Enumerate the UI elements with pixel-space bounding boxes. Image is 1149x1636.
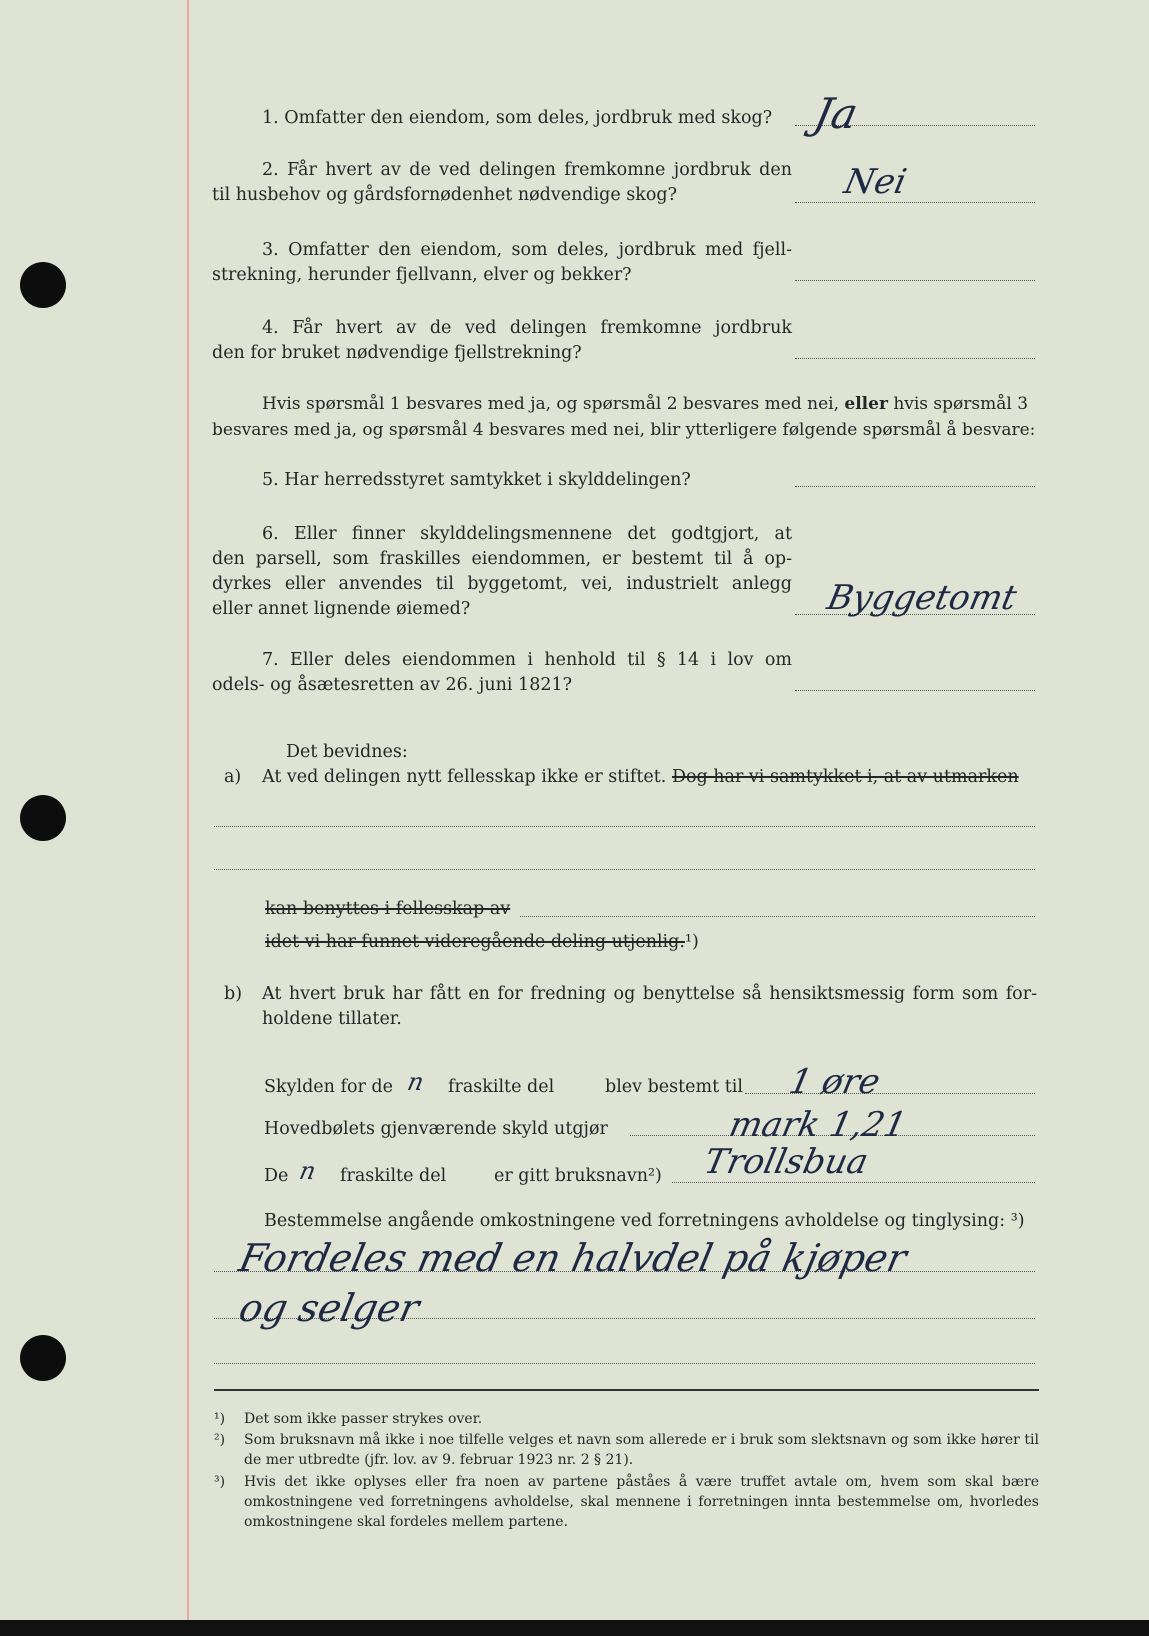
attest-b-label: b) <box>224 984 243 1004</box>
blank-line <box>214 826 1035 827</box>
de-label-b: fraskilte del <box>340 1166 447 1186</box>
question-2-line-2: til husbehov og gårdsfornødenhet nødvendige skog? <box>212 185 677 205</box>
attest-a-line: At ved delingen nytt fellesskap ikke er stiftet. Dog har vi samtykket i, at av utmarken <box>262 767 1019 787</box>
attest-a-label: a) <box>224 767 242 787</box>
de-handwritten-n: n <box>297 1157 319 1185</box>
margin-line <box>187 0 189 1620</box>
blank-line <box>520 916 1035 917</box>
skyld-handwritten-n: n <box>405 1068 427 1096</box>
question-7-line-1: 7. Eller deles eiendommen i henhold til § 14 i lov om <box>262 650 792 670</box>
punch-hole <box>20 1335 66 1381</box>
footnote-2-text: Som bruksnavn må ikke i noe tilfelle velges et navn som allerede er i bruk som slektsnavn og som ikke hører til de mer utbredte (jfr. lov. av 9. februar 1923 nr. 2 § 21). <box>244 1432 1039 1468</box>
question-3-line-2: strekning, herunder fjellvann, elver og bekker? <box>212 265 632 285</box>
question-3-line-1: 3. Omfatter den eiendom, som deles, jordbruk med fjell- <box>262 240 792 260</box>
footnote-rule <box>214 1389 1039 1391</box>
answer-line-7 <box>795 690 1035 691</box>
answer-2: Nei <box>840 162 911 202</box>
struck-line-3: kan benyttes i fellesskap av <box>265 899 511 919</box>
skyld-label-c: blev bestemt til <box>605 1077 743 1097</box>
de-label-c: er gitt bruksnavn²) <box>494 1166 662 1186</box>
condition-line-2: besvares med ja, og spørsmål 4 besvares med nei, blir ytterligere følgende spørsmål å besvare: <box>212 420 1036 440</box>
skyld-label-b: fraskilte del <box>448 1077 555 1097</box>
struck-line-4: idet vi har funnet videregående deling utjenlig.¹) <box>265 932 699 952</box>
skyld-value: 1 øre <box>785 1062 884 1102</box>
answer-line-5 <box>795 486 1035 487</box>
question-1: 1. Omfatter den eiendom, som deles, jordbruk med skog? <box>262 108 773 128</box>
attest-b-line-2: holdene tillater. <box>262 1009 402 1029</box>
bestemmelse-label: Bestemmelse angående omkostningene ved forretningens avholdelse og tinglysing: ³) <box>264 1211 1025 1231</box>
bruksnavn-value-line <box>672 1182 1035 1183</box>
question-6-line-3: dyrkes eller anvendes til byggetomt, vei, industrielt anlegg <box>212 574 792 594</box>
footnote-1-marker: ¹) <box>214 1411 226 1427</box>
question-2-line-1: 2. Får hvert av de ved delingen fremkomne jordbruk den <box>262 160 792 180</box>
question-6-line-4: eller annet lignende øiemed? <box>212 599 471 619</box>
answer-line-3 <box>795 280 1035 281</box>
question-4-line-2: den for bruket nødvendige fjellstrekning? <box>212 343 582 363</box>
skyld-label-a: Skylden for de <box>264 1077 393 1097</box>
hoved-label: Hovedbølets gjenværende skyld utgjør <box>264 1119 608 1139</box>
attest-b-line-1: At hvert bruk har fått en for fredning og benyttelse så hensiktsmessig form som for- <box>262 984 1037 1004</box>
question-5: 5. Har herredsstyret samtykket i skylddelingen? <box>262 470 691 490</box>
question-4-line-1: 4. Får hvert av de ved delingen fremkomne jordbruk <box>262 318 792 338</box>
bestemmelse-text-1: Fordeles med en halvdel på kjøper <box>235 1236 911 1280</box>
answer-line-2 <box>795 202 1035 203</box>
bestemmelse-text-2: og selger <box>235 1286 424 1330</box>
answer-line-4 <box>795 358 1035 359</box>
question-6-line-1: 6. Eller finner skylddelingsmennene det godtgjort, at <box>262 524 792 544</box>
footnote-2-marker: ²) <box>214 1432 226 1448</box>
question-7-line-2: odels- og åsætesretten av 26. juni 1821? <box>212 675 572 695</box>
hoved-value: mark 1,21 <box>725 1105 911 1145</box>
attest-intro: Det bevidnes: <box>286 742 408 762</box>
condition-line-1: Hvis spørsmål 1 besvares med ja, og spørsmål 2 besvares med nei, eller hvis spørsmål 3 <box>262 394 1029 414</box>
footnote-3-marker: ³) <box>214 1474 226 1490</box>
punch-hole <box>20 262 66 308</box>
blank-line <box>214 869 1035 870</box>
bestemmelse-line <box>214 1363 1035 1364</box>
answer-6: Byggetomt <box>823 578 1021 618</box>
de-label-a: De <box>264 1166 289 1186</box>
footnote-1-text: Det som ikke passer strykes over. <box>244 1411 483 1427</box>
answer-1: Ja <box>809 89 863 138</box>
footnote-3-text: Hvis det ikke oplyses eller fra noen av partene påståes å være truffet avtale om, hvem som skal bære omkostningene ved forretningens avholdelse, skal mennene i forretningen innta bestemmelse om, hvorledes omkostningene skal fordeles mellem partene. <box>244 1474 1039 1530</box>
question-6-line-2: den parsell, som fraskilles eiendommen, er bestemt til å op- <box>212 549 792 569</box>
punch-hole <box>20 795 66 841</box>
bruksnavn-value: Trollsbua <box>700 1142 872 1182</box>
